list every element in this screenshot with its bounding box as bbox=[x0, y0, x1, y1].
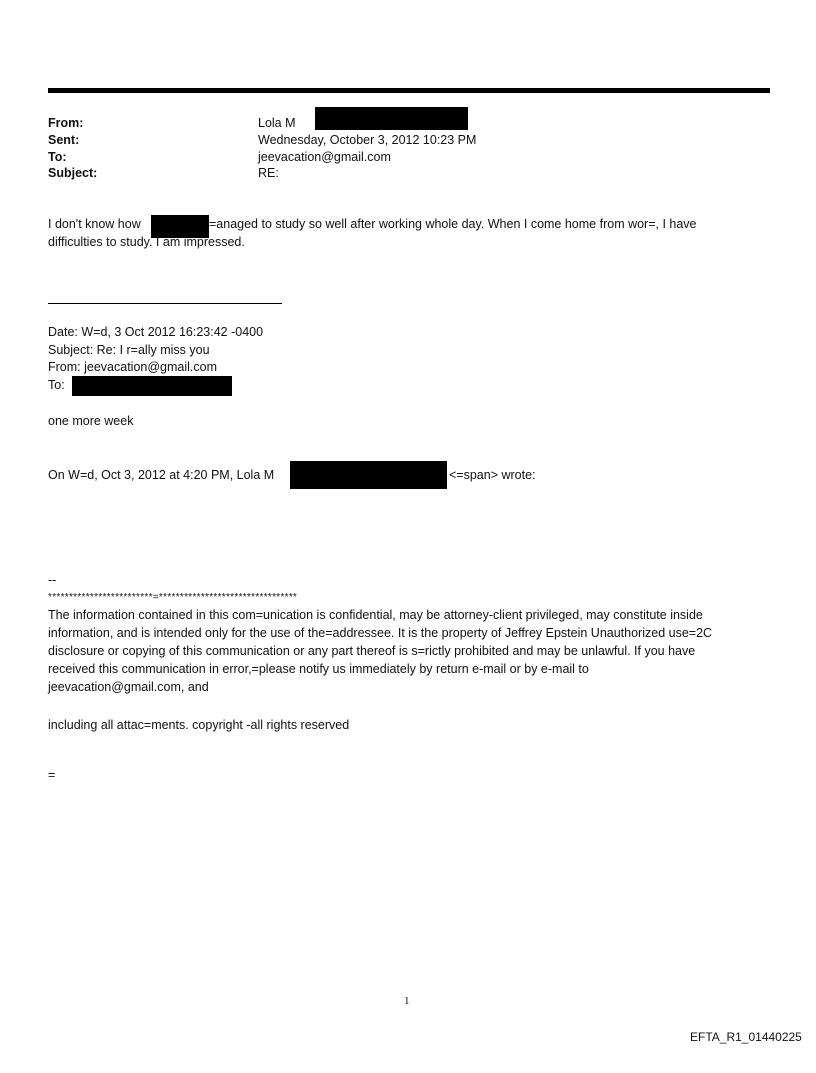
signature-dashes: -- bbox=[48, 573, 57, 587]
disclaimer-line: disclosure or copying of this communication or any part thereof is s=rictly prohibited and may be unlawful. If you have bbox=[48, 644, 696, 658]
disclaimer-line: received this communication in error,=please notify us immediately by return e-mail or by e-mail to bbox=[48, 662, 589, 676]
attachments-notice: including all attac=ments. copyright -all rights reserved bbox=[48, 718, 350, 732]
redaction bbox=[315, 107, 468, 130]
body-line-1-start: I don't know how bbox=[48, 217, 141, 231]
sent-value: Wednesday, October 3, 2012 10:23 PM bbox=[258, 133, 477, 147]
redaction bbox=[72, 376, 232, 396]
page-number: 1 bbox=[404, 995, 410, 1007]
header-rule bbox=[48, 88, 770, 93]
quoted-subject: Subject: Re: I r=ally miss you bbox=[48, 343, 210, 357]
document-id: EFTA_R1_01440225 bbox=[690, 1030, 802, 1044]
quoted-attribution-end: <=span> wrote: bbox=[449, 468, 536, 482]
subject-value: RE: bbox=[258, 166, 279, 180]
disclaimer bbox=[48, 606, 778, 696]
quoted-to: To: bbox=[48, 378, 65, 392]
signature-stars: *************************=********************************* bbox=[48, 592, 298, 603]
trailing-equals: = bbox=[48, 768, 56, 782]
disclaimer-line: jeevacation@gmail.com, and bbox=[48, 680, 209, 694]
from-label: From: bbox=[48, 116, 84, 130]
body-line-1-end: =anaged to study so well after working whole day. When I come home from wor=, I have bbox=[209, 217, 697, 231]
redaction bbox=[290, 461, 447, 489]
to-label: To: bbox=[48, 150, 67, 164]
quoted-date: Date: W=d, 3 Oct 2012 16:23:42 -0400 bbox=[48, 325, 264, 339]
sent-label: Sent: bbox=[48, 133, 80, 147]
quoted-from: From: jeevacation@gmail.com bbox=[48, 360, 217, 374]
quoted-attribution-start: On W=d, Oct 3, 2012 at 4:20 PM, Lola M bbox=[48, 468, 275, 482]
quoted-message: one more week bbox=[48, 414, 134, 428]
disclaimer-line: The information contained in this com=unication is confidential, may be attorney-client privileged, may constitute inside bbox=[48, 608, 703, 622]
separator-line bbox=[48, 303, 282, 304]
from-value: Lola M bbox=[258, 116, 296, 130]
disclaimer-line: information, and is intended only for the use of the=addressee. It is the property of Jeffrey Epstein Unauthorized use=2C bbox=[48, 626, 713, 640]
body-line-2: difficulties to study. I am impressed. bbox=[48, 235, 245, 249]
subject-label: Subject: bbox=[48, 166, 98, 180]
to-value: jeevacation@gmail.com bbox=[258, 150, 391, 164]
